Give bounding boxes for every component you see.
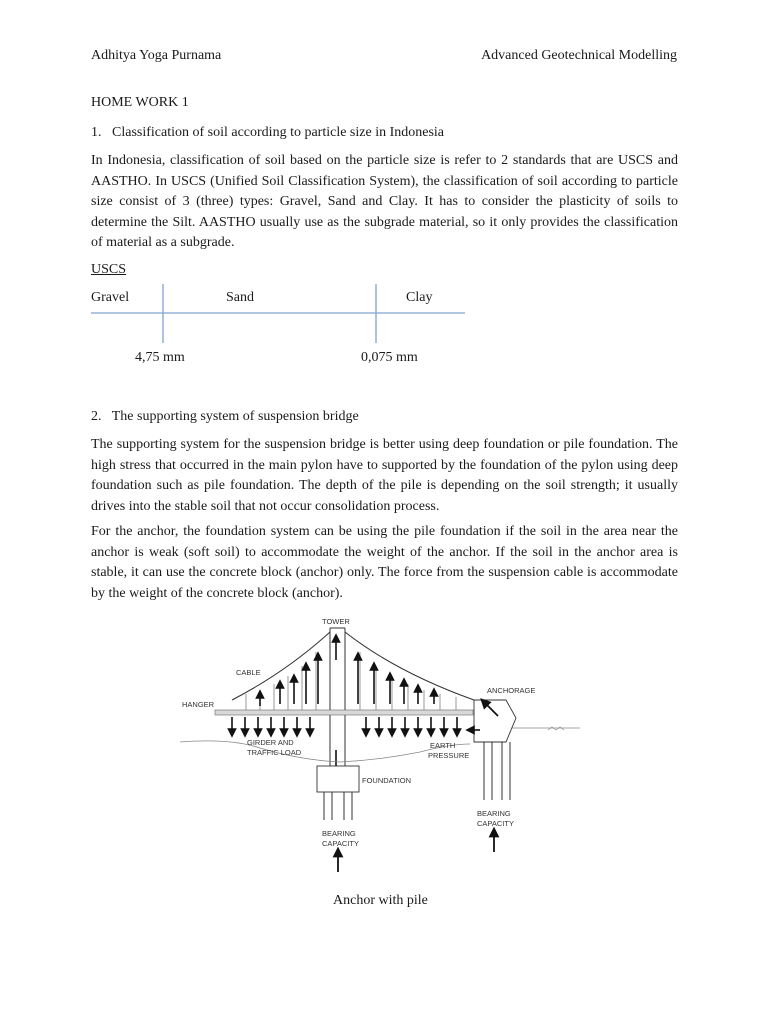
label-tower: TOWER — [322, 617, 350, 626]
label-bearing-right-1: BEARING — [477, 809, 511, 818]
label-anchorage: ANCHORAGE — [487, 686, 536, 695]
section1-paragraph: In Indonesia, classification of soil based on the particle size is refer to 2 standards that are USCS and AASTHO. In USCS (Unified Soil Classification System), the classification of soil according to particle size consist of 3 (three) types: Gravel, Sand and Clay. It has to consider the plasticity of soils to determine the Silt. AASTHO usually use as the subgrade material, so it only provides the classification of material as a subgrade. — [91, 153, 678, 250]
label-bearing-right-2: CAPACITY — [477, 819, 514, 828]
cable-left — [232, 632, 330, 700]
uscs-label-sand: Sand — [226, 290, 254, 305]
uscs-title: USCS — [91, 262, 127, 277]
suspension-bridge-figure — [160, 610, 600, 890]
homework-title: HOME WORK 1 — [91, 95, 189, 110]
section1-heading: 1. Classification of soil according to particle size in Indonesia — [91, 125, 445, 140]
label-cable: CABLE — [236, 668, 261, 677]
uscs-scale-lines — [0, 0, 768, 360]
label-bearing-left-2: CAPACITY — [322, 839, 359, 848]
section2-heading: 2. The supporting system of suspension bridge — [91, 409, 359, 424]
section2-paragraph-2: For the anchor, the foundation system can be using the pile foundation if the soil in the area near the anchor is weak (soft soil) to accommodate the weight of the anchor. If the soil in the anchor area is stable, it can use the concrete block (anchor) only. The force from the suspension cable is accommodate by the weight of the concrete block (anchor). — [91, 524, 678, 601]
label-bearing-left-1: BEARING — [322, 829, 356, 838]
uscs-label-clay: Clay — [406, 290, 433, 305]
ground-hatch — [548, 727, 564, 730]
label-girder-1: GIRDER AND — [247, 738, 294, 747]
uscs-label-gravel: Gravel — [91, 290, 130, 305]
ground-line — [180, 741, 470, 762]
label-earth-1: EARTH — [430, 741, 456, 750]
header-course: Advanced Geotechnical Modelling — [481, 48, 677, 63]
anchorage-block — [474, 700, 516, 800]
label-earth-2: PRESSURE — [428, 751, 470, 760]
pylon-foundation — [317, 766, 359, 820]
cable-right — [345, 632, 474, 700]
tower — [330, 628, 345, 768]
header-author: Adhitya Yoga Purnama — [91, 48, 222, 63]
section2-paragraph-1: The supporting system for the suspension bridge is better using deep foundation or pile foundation. The high stress that occurred in the main pylon have to supported by the foundation of the pylon using deep foundation such as pile foundation. The depth of the pile is depending on the soil strength; it usually drives into the stable soil that not occur consolidation process. — [91, 437, 678, 514]
bridge-deck — [215, 710, 473, 715]
hangers — [246, 652, 456, 710]
uscs-boundary-label-2: 0,075 mm — [361, 350, 418, 365]
label-girder-2: TRAFFIC LOAD — [247, 748, 302, 757]
label-hanger: HANGER — [182, 700, 215, 709]
uscs-boundary-label-1: 4,75 mm — [135, 350, 185, 365]
label-foundation: FOUNDATION — [362, 776, 412, 785]
figure-caption: Anchor with pile — [333, 893, 428, 908]
